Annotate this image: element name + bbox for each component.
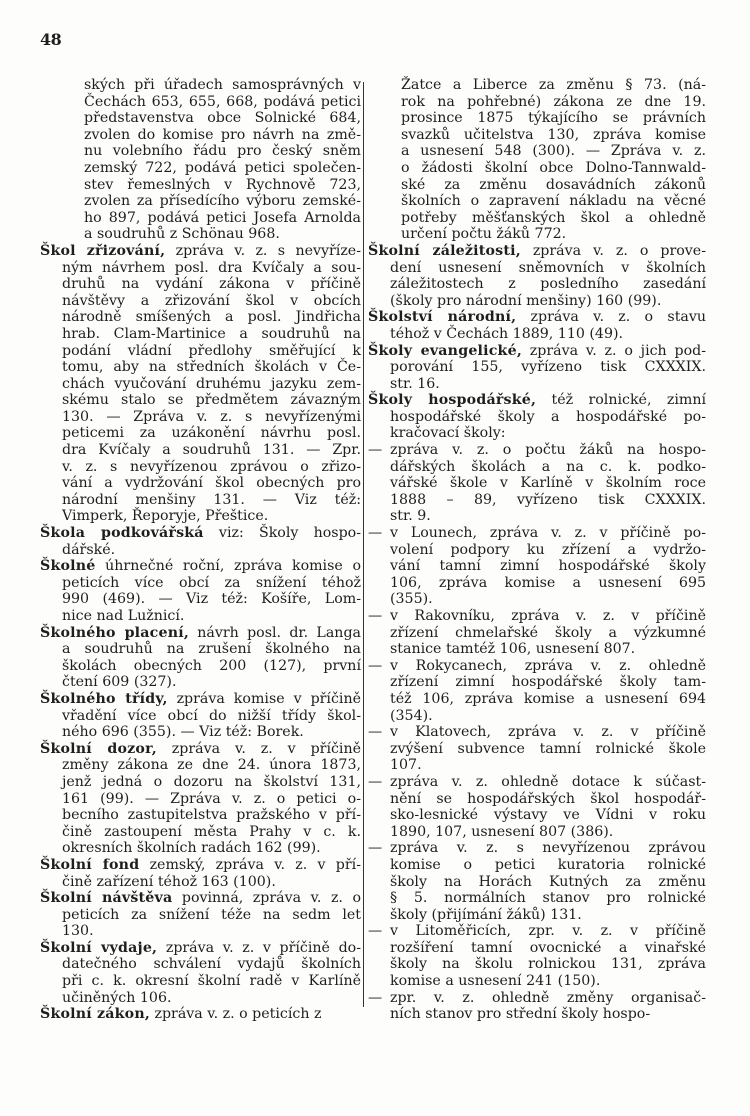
text-line: záležitostech z posledního zasedání (390, 276, 706, 293)
text-line: zemský 722, podává petici společen- (84, 159, 361, 176)
text-line: a soudruhů z Schönau 968. (84, 226, 280, 243)
index-entry (368, 243, 706, 309)
text-line: prosince 1875 týkajícího se právních (401, 110, 706, 127)
entry-text: zpráva komise v příčině (167, 690, 361, 707)
em-dash-marker: — (368, 608, 383, 624)
text-line: Žatce a Liberce za změnu § 73. (ná- (401, 77, 706, 93)
text-line: druhů na vydání zákona v příčině (62, 276, 361, 293)
text-line: (355). (390, 591, 433, 608)
index-entry (40, 940, 361, 1006)
subentry (368, 525, 706, 608)
text-line: ních stanov pro střední školy hospo- (390, 1006, 651, 1023)
text-line: zpr. v. z. ohledně změny organisač- (390, 989, 706, 1006)
entry-text: úhrnečné roční, zpráva komise o (95, 558, 361, 575)
text-line: okresních školních radách 162 (99). (62, 840, 321, 857)
text-line: Vimperk, Řeporyje, Přeštice. (62, 508, 269, 525)
entry-first-line (368, 392, 706, 409)
text-line: v. z. s nevyřízenou zprávou o zřizo- (62, 458, 361, 475)
text-line: sko-lesnické výstavy ve Vídni v roku (390, 807, 706, 824)
index-entry (40, 558, 361, 624)
text-line: peticích více obcí za snížení téhož (62, 574, 361, 591)
text-line: rok na pohřebné) zákona ze dne 19. (401, 93, 706, 110)
subentry (368, 442, 706, 525)
text-line: 990 (469). — Viz též: Košíře, Lom- (62, 591, 361, 608)
index-entry (40, 857, 361, 890)
text-line: školy na Horách Kutných za změnu (390, 873, 706, 890)
entry-text: povinná, zpráva v. z. o (172, 890, 362, 907)
entry-list (40, 243, 361, 1023)
text-line: nění se hospodářských škol hospodář- (390, 790, 706, 807)
em-dash-marker: — (368, 840, 383, 857)
entry-headword: Školní návštěva (40, 890, 173, 907)
text-line: str. 16. (390, 375, 440, 392)
subentry (368, 990, 706, 1023)
entry-text: zpráva v. z. o prove- (520, 242, 706, 259)
entry-text: zpráva v. z. o stavu (516, 309, 707, 326)
text-line: peticích za snížení téže na sedm let (62, 906, 361, 923)
text-line: (školy pro národní menšiny) 160 (99). (390, 292, 662, 309)
text-line: zvolen do komise pro návrh na změ- (84, 126, 361, 143)
entry-headword: Školy evangelické, (368, 342, 522, 359)
entry-headword: Školného třídy, (40, 690, 168, 707)
text-line: národně smíšených a posl. Jindřicha (62, 309, 361, 326)
entry-text: zpráva v. z. o peticích z (149, 1006, 322, 1023)
left-column (40, 77, 361, 1023)
em-dash-marker: — (368, 773, 383, 790)
text-line: volení podpory ku zřízení a vydržo- (390, 541, 706, 558)
entry-first-line (40, 890, 361, 907)
em-dash-marker: — (368, 923, 383, 940)
em-dash-marker: — (368, 989, 383, 1006)
entry-headword: Škola podkovářská (40, 525, 204, 542)
text-line: v Rakovníku, zpráva v. z. v příčině (390, 608, 706, 624)
text-line: 1888 – 89, vyřízeno tisk CXXXIX. (390, 491, 706, 508)
em-dash-marker: — (368, 525, 383, 542)
entry-first-line (40, 691, 361, 708)
text-line: dení usnesení sněmovních v školních (390, 259, 706, 276)
index-entry (40, 243, 361, 525)
text-line: školních o zapravení nákladu na věcné (401, 193, 706, 210)
index-entry (368, 309, 706, 342)
text-line: dářských školách a na c. k. podko- (390, 458, 706, 475)
text-line: tomu, aby na středních školách v Če- (62, 359, 361, 376)
text-line: nu volebního řádu pro český sněm (84, 143, 361, 160)
column-divider (363, 82, 364, 1007)
text-line: a usnesení 548 (300). — Zpráva v. z. (401, 143, 706, 160)
text-line: nice nad Lužnicí. (62, 608, 185, 624)
entry-headword: Školní fond (40, 856, 140, 873)
text-line: téhož v Čechách 1889, 110 (49). (390, 325, 624, 342)
text-line: vářské škole v Karlíně v školním roce (390, 475, 706, 492)
text-line: zpráva v. z. ohledně dotace k súčast- (390, 773, 706, 790)
index-entry (368, 392, 706, 442)
text-line: peticemi za uzákonění návrhu posl. (62, 425, 361, 442)
entry-text: zpráva v. z. v příčině do- (157, 939, 361, 956)
text-line: podání vládní předlohy směřující k (62, 342, 361, 359)
entry-first-line (368, 343, 706, 360)
text-line: 106, zpráva komise a usnesení 695 (390, 574, 706, 591)
text-line: zpráva v. z. o počtu žáků na hospo- (390, 442, 706, 459)
text-line: školy (přijímání žáků) 131. (390, 906, 582, 923)
entry-first-line (368, 243, 706, 260)
entry-first-line (40, 1006, 361, 1023)
subentry (368, 658, 706, 724)
index-entry (368, 343, 706, 393)
text-line: ské za změnu dosavádních zákonů (401, 176, 706, 193)
entry-first-line (40, 940, 361, 957)
text-line: školy na školu rolnickou 131, zpráva (390, 956, 706, 973)
entry-first-line (40, 558, 361, 575)
text-line: § 5. normálních stanov pro rolnické (390, 890, 706, 907)
entry-text: též rolnické, zimní (536, 392, 707, 409)
text-line: becního zastupitelstva pražského v pří- (62, 807, 361, 824)
text-line: 107. (390, 757, 422, 774)
entry-first-line (40, 243, 361, 260)
entry-headword: Školní záležitosti, (368, 242, 521, 259)
text-line: čtení 609 (327). (62, 674, 177, 691)
text-line: ným návrhem posl. dra Kvíčaly a sou- (62, 259, 361, 276)
text-line: též 106, zpráva komise a usnesení 694 (390, 690, 706, 707)
text-line: datečného schválení vydajů školních (62, 956, 361, 973)
text-line: rozšíření tamní ovocnické a vinařské (390, 939, 706, 956)
continuation-text (368, 77, 706, 243)
text-line: v Klatovech, zpráva v. z. v příčině (390, 724, 706, 741)
entry-headword: Škol zřizování, (40, 242, 166, 259)
entry-headword: Školy hospodářské, (368, 392, 537, 409)
subentry (368, 608, 706, 658)
text-line: skému stalo se předmětem závazným (62, 392, 361, 409)
entry-text: návrh posl. dr. Langa (188, 624, 361, 641)
text-line: národní menšiny 131. — Viz též: (62, 491, 361, 508)
right-column (368, 77, 706, 1023)
text-line: chách vyučování druhému jazyku zem- (62, 375, 361, 392)
text-line: školách obecných 200 (127), první (62, 657, 361, 674)
entry-first-line (40, 525, 361, 542)
text-line: 130. — Zpráva v. z. s nevyřízenými (62, 408, 361, 425)
entry-headword: Školného placení, (40, 624, 189, 641)
text-line: změny zákona ze dne 24. února 1873, (62, 757, 361, 774)
text-line: (354). (390, 707, 433, 724)
em-dash-marker: — (368, 724, 383, 741)
index-entry (40, 625, 361, 691)
text-line: zvýšení subvence tamní rolnické škole (390, 740, 706, 757)
entry-text: zemský, zpráva v. z. v pří- (139, 856, 361, 873)
text-line: porování 155, vyřízeno tisk CXXXIX. (390, 359, 706, 376)
text-line: 161 (99). — Zpráva v. z. o petici o- (62, 790, 361, 807)
text-line: zvolen za přísedícího výboru zemské- (84, 193, 361, 210)
text-line: a soudruhů na zrušení školného na (62, 641, 361, 658)
text-line: vání tamní zimní hospodářské školy (390, 558, 706, 575)
text-line: návštěvy a zřizování škol v obcích (62, 292, 361, 309)
entry-first-line (40, 857, 361, 874)
text-line: v Rokycanech, zpráva v. z. ohledně (390, 657, 706, 674)
text-line: zpráva v. z. s nevyřízenou zprávou (390, 840, 706, 857)
text-line: Čechách 653, 655, 668, podává petici (84, 93, 361, 110)
text-line: ho 897, podává petici Josefa Arnolda (84, 209, 361, 226)
index-entry (40, 741, 361, 857)
index-entry (40, 890, 361, 940)
entry-text: zpráva v. z. v příčině (156, 740, 361, 757)
subentry (368, 774, 706, 840)
subentry (368, 840, 706, 923)
text-line: čině zařízení téhož 163 (100). (62, 873, 276, 890)
index-entry (40, 1006, 361, 1023)
page-number: 48 (40, 30, 62, 49)
text-line: potřeby měšťanských škol a ohledně (401, 209, 706, 226)
text-line: zřízení chmelařské školy a výzkumné (390, 624, 706, 641)
text-line: vání a vydržování škol obecných pro (62, 475, 361, 492)
index-entry (40, 691, 361, 741)
text-line: 130. (62, 923, 94, 940)
text-line: str. 9. (390, 508, 431, 525)
index-entry (40, 525, 361, 558)
em-dash-marker: — (368, 657, 383, 674)
subentry (368, 923, 706, 989)
text-line: komise a usnesení 241 (150). (390, 973, 601, 990)
text-line: kračovací školy: (390, 425, 506, 442)
entry-first-line (368, 309, 706, 326)
text-line: zřízení zimní hospodářské školy tam- (390, 674, 706, 691)
entry-text: zpráva v. z. o jich pod- (521, 342, 707, 359)
text-line: hrab. Clam-Martinice a soudruhů na (62, 325, 361, 342)
text-line: jenž jedná o dozoru na školství 131, (62, 773, 361, 790)
entry-list (368, 243, 706, 442)
em-dash-marker: — (368, 442, 383, 459)
continuation-text (40, 77, 361, 243)
text-line: komise o petici kuratoria rolnické (390, 856, 706, 873)
entry-headword: Školní vydaje, (40, 939, 158, 956)
text-line: stanice tamtéž 106, usnesení 807. (390, 641, 636, 658)
text-line: dra Kvíčaly a soudruhů 131. — Zpr. (62, 442, 361, 459)
text-line: dářské. (62, 541, 116, 558)
text-line: o žádosti školní obce Dolno-Tannwald- (401, 159, 706, 176)
text-line: hospodářské školy a hospodářské po- (390, 408, 706, 425)
entry-headword: Školní zákon, (40, 1006, 150, 1023)
text-line: určení počtu žáků 772. (401, 226, 567, 243)
text-line: stev řemeslných v Rychnově 723, (84, 176, 361, 193)
entry-first-line (40, 625, 361, 642)
entry-text: viz: Školy hospo- (203, 525, 361, 542)
text-line: svazků učitelstva 130, zpráva komise (401, 126, 706, 143)
entry-first-line (40, 741, 361, 758)
text-line: učiněných 106. (62, 989, 172, 1006)
entry-headword: Školství národní, (368, 309, 517, 326)
text-line: v Lounech, zpráva v. z. v příčině po- (390, 525, 706, 542)
entry-headword: Školní dozor, (40, 740, 157, 757)
subentry-list (368, 442, 706, 1023)
entry-text: zpráva v. z. s nevyříze- (165, 242, 361, 259)
text-line: v Litoměřicích, zpr. v. z. v příčině (390, 923, 706, 940)
text-line: ských při úřadech samosprávných v (84, 77, 361, 93)
entry-headword: Školné (40, 558, 96, 575)
text-line: představenstva obce Solnické 684, (84, 110, 361, 127)
text-line: ného 696 (355). — Viz též: Borek. (62, 724, 304, 741)
text-line: vřadění více obcí do nižší třídy škol- (62, 707, 361, 724)
subentry (368, 724, 706, 774)
text-line: 1890, 107, usnesení 807 (386). (390, 823, 614, 840)
text-line: čině zastoupení města Prahy v c. k. (62, 823, 361, 840)
text-line: při c. k. okresní školní radě v Karlíně (62, 973, 361, 990)
